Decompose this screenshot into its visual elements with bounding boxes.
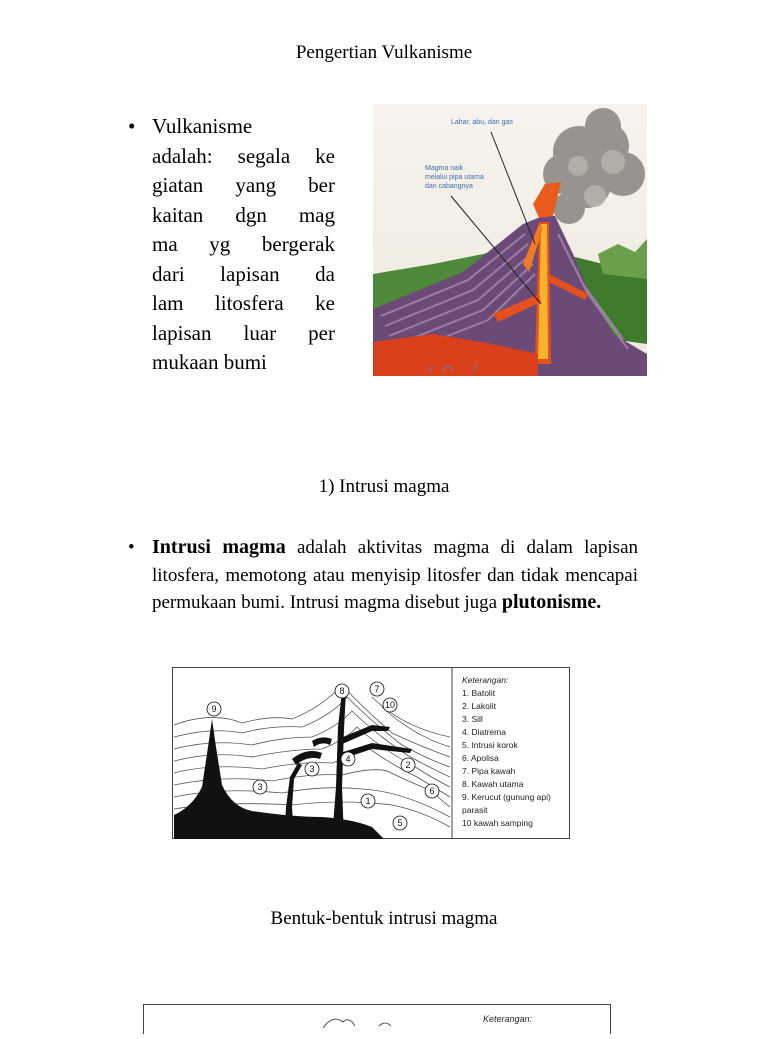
vulkanisme-definition <box>128 112 335 378</box>
marker-label: 9 <box>211 704 217 714</box>
diagram-caption: Bentuk-bentuk intrusi magma <box>270 908 498 929</box>
legend-item: 6. Apolisa <box>462 753 499 763</box>
definition-line: lam litosfera ke <box>152 291 335 315</box>
legend-item: 5. Intrusi korok <box>462 740 518 750</box>
definition-line: kaitan dgn mag <box>152 202 335 227</box>
legend-item: 9. Kerucut (gunung api) <box>462 792 551 802</box>
legend-item: parasit <box>462 805 488 815</box>
intrusi-text: adalah aktivitas magma di dalam lapisan litosfera, memotong atau menyisip litosfer dan tidak mencapai permukaan bumi. Intrusi magma disebut juga <box>152 537 638 613</box>
term-intrusi-magma: Intrusi magma <box>152 536 286 558</box>
volcano-illustration <box>373 104 647 376</box>
legend-item: 3. Sill <box>462 714 483 724</box>
marker-label: 3 <box>309 764 315 774</box>
intrusion-diagram <box>172 667 570 839</box>
marker-label: 5 <box>397 818 403 828</box>
definition-line: lapisan luar per <box>152 320 335 345</box>
definition-line: dari lapisan da <box>152 261 335 286</box>
legend-item: 1. Batolit <box>462 688 496 698</box>
volcano-label-top: Lahar, abu, dan gas <box>451 119 513 126</box>
legend-title: Keterangan: <box>462 675 509 685</box>
definition-line: giatan yang ber <box>152 173 335 197</box>
legend-item: 7. Pipa kawah <box>462 766 516 776</box>
legend-title-2: Keterangan: <box>483 1014 533 1024</box>
intrusion-diagram-2-partial <box>143 1004 611 1034</box>
definition-line: ma yg bergerak <box>152 232 335 256</box>
marker-label: 10 <box>384 700 396 710</box>
marker-label: 2 <box>405 760 411 770</box>
bullet-dot: • <box>128 114 136 138</box>
page-title: Pengertian Vulkanisme <box>295 42 473 63</box>
marker-label: 4 <box>345 754 351 764</box>
marker-label: 7 <box>374 684 380 694</box>
definition-line: adalah: segala ke <box>152 143 335 168</box>
marker-label: 8 <box>339 686 345 696</box>
bullet-dot: • <box>128 537 135 558</box>
marker-label: 1 <box>365 796 371 806</box>
intrusi-definition <box>128 534 638 617</box>
volcano-label-magma-3: dan cabangnya <box>425 183 473 190</box>
term-plutonisme: plutonisme. <box>501 591 602 613</box>
legend-item: 4. Diatrema <box>462 727 506 737</box>
marker-label: 3 <box>257 782 263 792</box>
legend-item: 10 kawah samping <box>462 818 533 828</box>
volcano-label-magma-2: melalui pipa utama <box>425 174 484 181</box>
definition-line: Vulkanisme <box>152 114 253 138</box>
definition-line: mukaan bumi <box>152 350 267 374</box>
legend-item: 8. Kawah utama <box>462 779 524 789</box>
marker-label: 6 <box>429 786 435 796</box>
legend-item: 2. Lakolit <box>462 701 497 711</box>
section-heading-intrusi: 1) Intrusi magma <box>318 476 450 497</box>
volcano-label-magma-1: Magma naik <box>425 165 464 172</box>
